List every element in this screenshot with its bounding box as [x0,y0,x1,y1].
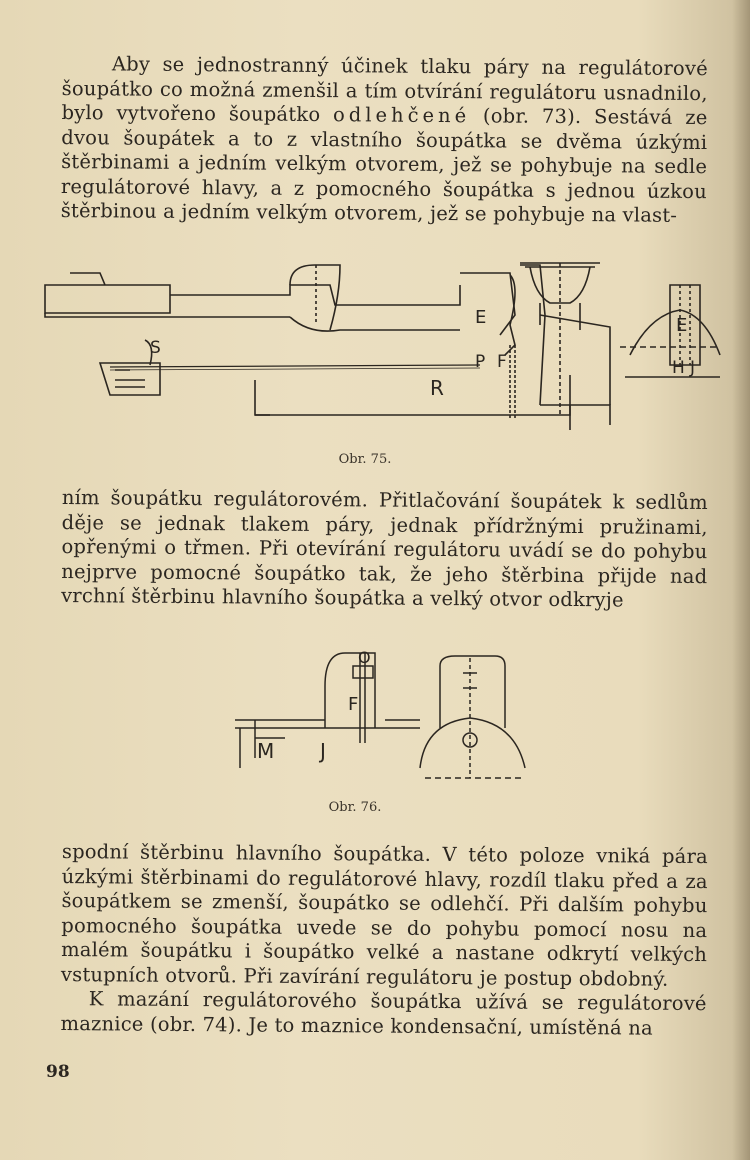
fig75-label-S: S [150,338,161,358]
paragraph-2 [61,486,708,614]
figure-76 [225,648,535,783]
page-number: 98 [46,1062,70,1082]
fig75-label-F: F [497,352,507,372]
figure-75-drawing [40,255,730,435]
paragraph-1 [61,52,708,229]
emphasized-term: odlehčené [332,103,471,128]
fig76-label-F: F [348,694,359,715]
fig75-label-P: P [475,352,486,372]
fig75-label-J: J [690,358,696,378]
figure-76-caption: Obr. 76. [328,800,382,815]
paragraph-3-text: spodní štěrbinu hlavního šoupátka. V této poloze vniká pára úzkými štěrbinami do regulátorové hlavy, rozdíl tlaku před a za šoupátkem se zmenší, šoupátko se odlehčí. Při dalším pohybu pomocného šoupátka uvede se do pohybu pomocí nosu na malém šoupátku i šoupátko velké a nastane odkrytí velkých vstupních otvorů. Při zavírání regulátoru je postup obdobný. [60,840,708,991]
figure-76-drawing [225,648,535,783]
fig75-label-E-right: E [676,315,688,336]
fig75-label-E: E [475,307,487,328]
paragraph-4-text: K mazání regulátorového šoupátka užívá se regulátorové maznice (obr. 74). Je to maznice kondensační, umístěná na [60,987,707,1040]
fig76-label-M: M [257,739,275,763]
figure-75 [40,255,730,435]
paragraph-2-text: ním šoupátku regulátorovém. Přitlačování šoupátek k sedlům děje se jednak tlakem páry, jednak přídržnými pružinami, opřenými o třmen. Při otevírání regulátoru uvádí se do pohybu nejprve pomocné šoupátko tak, že jeho štěrbina přijde nad vrchní štěrbinu hlavního šoupátka a velký otvor odkryje [61,486,708,612]
fig76-label-J: J [320,739,326,763]
fig76-label-O: O [358,648,371,667]
figure-75-caption: Obr. 75. [338,452,392,467]
page-edge-shadow [732,0,750,1160]
fig75-label-H: H [672,358,685,378]
paragraph-3 [60,840,708,1041]
paragraph-1-rest: (obr. 73). Sestává ze dvou šoupátek a to z vlastního šoupátka se dvěma úzkými štěrbinami a jedním velkým otvorem, jež se pohybuje na sedle regulátorové hlavy, a z pomocného šoupátka s jednou úzkou štěrbinou a jedním velkým otvorem, jež se pohybuje na vlast- [60,104,708,227]
paragraph-1-text: Aby se jednostranný účinek tlaku páry na regulátorové šoupátko co možná zmenšil a tím otvírání regulátoru usnadnilo, bylo vytvořeno šoupátko [61,52,708,127]
fig75-label-R: R [430,376,444,400]
